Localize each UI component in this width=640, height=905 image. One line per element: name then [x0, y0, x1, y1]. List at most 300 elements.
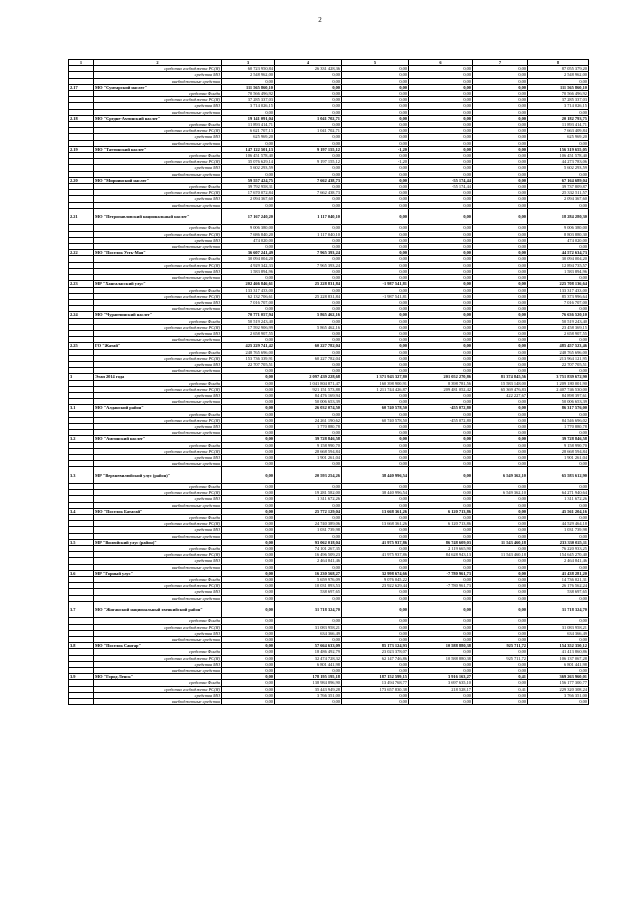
header-cell: 1	[69, 60, 94, 66]
row-code: 2.18	[69, 115, 94, 121]
value-col-4: 0,00	[275, 256, 342, 262]
value-col-4: 1 311 672,26	[275, 496, 342, 502]
value-col-4: 921 151 573,88	[275, 386, 342, 392]
value-col-6: 0,00	[409, 595, 473, 601]
table-row-municipality	[69, 467, 589, 484]
value-col-8: 0,00	[528, 306, 589, 312]
value-col-4: 31 083 958,21	[275, 624, 342, 630]
row-name: внебюджетные средства	[94, 564, 222, 570]
value-col-5: 0,00	[342, 661, 409, 667]
value-col-8: 6 801 441,98	[528, 661, 589, 667]
value-col-6: 0,00	[409, 196, 473, 202]
row-name: средства госбюджета РС(Я)	[94, 293, 222, 299]
value-col-8: 1 583 894,96	[528, 268, 589, 274]
value-col-8: 45 561 204,16	[528, 508, 589, 514]
value-col-3: 0,00	[222, 461, 275, 467]
value-col-5: 160 398 900,91	[342, 380, 409, 386]
value-col-5: 0,00	[342, 128, 409, 134]
value-col-3: 70 771 057,94	[222, 312, 275, 318]
value-col-5: 0,00	[342, 392, 409, 398]
value-col-8: 76 636 520,10	[528, 312, 589, 318]
value-col-6: 0,00	[409, 442, 473, 448]
value-col-3: 0,00	[222, 490, 275, 496]
header-cell: 5	[342, 60, 409, 66]
value-col-6: 0,00	[409, 399, 473, 405]
value-col-5: 85 173 124,93	[342, 643, 409, 649]
value-col-7: 0,00	[473, 483, 528, 489]
value-col-8: 39 737 809,87	[528, 184, 589, 190]
value-col-5: 13 494 768,77	[342, 680, 409, 686]
value-col-3: 6 621 707,13	[222, 128, 275, 134]
value-col-6: 0,00	[409, 244, 473, 250]
value-col-4: 0,00	[275, 97, 342, 103]
value-col-8: 156 177 300,77	[528, 680, 589, 686]
value-col-3: 37 285 337,03	[222, 97, 275, 103]
value-col-3: 0,00	[222, 521, 275, 527]
value-col-5: 0,00	[342, 312, 409, 318]
value-col-7: 0,00	[473, 661, 528, 667]
value-col-5: 0,00	[342, 692, 409, 698]
row-code: 3.4	[69, 508, 94, 514]
value-col-7: 6 549 362,10	[473, 490, 528, 496]
value-col-3: 0,00	[222, 674, 275, 680]
value-col-5: 0,00	[342, 618, 409, 624]
value-col-5: 0,00	[342, 84, 409, 90]
value-col-6: 0,00	[409, 637, 473, 643]
row-name: средства Фонда	[94, 225, 222, 231]
value-col-4: 25 772 129,04	[275, 508, 342, 514]
row-name: средства Фонда	[94, 184, 222, 190]
value-col-6: 0,00	[409, 436, 473, 442]
value-col-3: 153 736 339,91	[222, 355, 275, 361]
value-col-6: 0,00	[409, 618, 473, 624]
row-name: МО "Поселок Батагай"	[94, 508, 222, 514]
value-col-5: 0,00	[342, 97, 409, 103]
row-name: МО "Петропавловский национальный наслег"	[94, 208, 222, 225]
value-col-4: 0,00	[275, 268, 342, 274]
value-col-6: 0,00	[409, 84, 473, 90]
value-col-8: 1 901 261,04	[528, 454, 589, 460]
row-name: средства госбюджета РС(Я)	[94, 448, 222, 454]
value-col-6: 0,00	[409, 293, 473, 299]
value-col-7: 0,00	[473, 115, 528, 121]
value-col-4: 0,00	[275, 122, 342, 128]
value-col-5: 1 371 943 327,80	[342, 374, 409, 380]
value-col-6: 0,00	[409, 287, 473, 293]
row-name: средства госбюджета РС(Я)	[94, 490, 222, 496]
value-col-6: 0,00	[409, 467, 473, 484]
value-col-6: 0,00	[409, 527, 473, 533]
value-col-7: 0,00	[473, 159, 528, 165]
value-col-3: 22 707 705,51	[222, 361, 275, 367]
value-col-8: 22 707 705,51	[528, 361, 589, 367]
value-col-8: 248 765 696,00	[528, 349, 589, 355]
value-col-7: 0,00	[473, 299, 528, 305]
value-col-8: 37 285 337,03	[528, 97, 589, 103]
value-col-8: 28 668 594,84	[528, 448, 589, 454]
value-col-6: 0,00	[409, 337, 473, 343]
row-name: средства МО	[94, 196, 222, 202]
value-col-8: 12 894 735,57	[528, 262, 589, 268]
row-name: МО "Таттинский наслег"	[94, 146, 222, 152]
value-col-3: 0,00	[222, 668, 275, 674]
row-code: 3.5	[69, 539, 94, 545]
row-code: 3.3	[69, 467, 94, 484]
value-col-3: 11 893 414,71	[222, 122, 275, 128]
row-name: средства Фонда	[94, 483, 222, 489]
value-col-8: 0,00	[528, 244, 589, 250]
value-col-6: 0,00	[409, 306, 473, 312]
value-col-6: 0,00	[409, 122, 473, 128]
value-col-7: 0,00	[473, 343, 528, 349]
value-col-6: 0,00	[409, 250, 473, 256]
value-col-6: 0,00	[409, 624, 473, 630]
value-col-3: 60 723 950,84	[222, 66, 275, 72]
value-col-4: 93 062 018,04	[275, 539, 342, 545]
value-col-5: 0,00	[342, 483, 409, 489]
value-col-6: 0,00	[409, 115, 473, 121]
value-col-3: 30 094 004,20	[222, 256, 275, 262]
row-name: внебюджетные средства	[94, 699, 222, 705]
value-col-7: 0,00	[473, 312, 528, 318]
row-name: МО "Амгинский наслег"	[94, 436, 222, 442]
value-col-6: 0,00	[409, 343, 473, 349]
row-name: средства Фонда	[94, 349, 222, 355]
value-col-7: 0,00	[473, 208, 528, 225]
value-col-7: 0,00	[473, 202, 528, 208]
value-col-5: 0,00	[342, 115, 409, 121]
value-col-5: 0,00	[342, 306, 409, 312]
value-col-7: 422 227,67	[473, 392, 528, 398]
value-col-4: 0,00	[275, 299, 342, 305]
value-col-8: 0,00	[528, 337, 589, 343]
row-name: средства госбюджета РС(Я)	[94, 417, 222, 423]
value-col-8: 0,00	[528, 502, 589, 508]
value-col-3: 106 451 578,40	[222, 153, 275, 159]
value-col-7: 0,00	[473, 146, 528, 152]
value-col-4: 0,00	[275, 91, 342, 97]
value-col-7: 0,00	[473, 184, 528, 190]
row-name: внебюджетные средства	[94, 637, 222, 643]
value-col-7: 0,00	[473, 692, 528, 698]
value-col-7: 925 711,72	[473, 643, 528, 649]
row-name: средства госбюджета РС(Я)	[94, 552, 222, 558]
value-col-5: 0,00	[342, 361, 409, 367]
value-col-3: 0,00	[222, 686, 275, 692]
value-col-4: 20 593 254,26	[275, 467, 342, 484]
value-col-4: 0,00	[275, 637, 342, 643]
value-col-4: 25 228 831,84	[275, 293, 342, 299]
value-col-7: 0,00	[473, 84, 528, 90]
value-col-4: 57 664 633,09	[275, 643, 342, 649]
value-col-6: 0,00	[409, 411, 473, 417]
value-col-4: 24 740 389,06	[275, 521, 342, 527]
value-col-8: 41 413 860,86	[528, 649, 589, 655]
value-col-8: 225 708 136,64	[528, 281, 589, 287]
value-col-8: 3 751 839 672,90	[528, 374, 589, 380]
value-col-7: 0,00	[473, 442, 528, 448]
value-col-3: 0,00	[222, 405, 275, 411]
value-col-7: 0,00	[473, 324, 528, 330]
value-col-7: 0,00	[473, 515, 528, 521]
value-col-4: 0,00	[275, 103, 342, 109]
value-col-3: 0,00	[222, 564, 275, 570]
row-code: 2.21	[69, 208, 94, 225]
value-col-4: 0,00	[275, 349, 342, 355]
value-col-4: 0,00	[275, 171, 342, 177]
value-col-4: 31 718 324,70	[275, 601, 342, 618]
row-name: МО "Поселок Сангар"	[94, 643, 222, 649]
value-col-3: 0,00	[222, 337, 275, 343]
row-name: средства МО	[94, 423, 222, 429]
row-name: средства госбюджета РС(Я)	[94, 262, 222, 268]
value-col-8: 84 898 397,61	[528, 392, 589, 398]
value-col-5: 0,00	[342, 668, 409, 674]
value-col-4: 18 486 492,79	[275, 649, 342, 655]
value-col-5: 0,00	[342, 275, 409, 281]
value-col-4: 5 865 462,16	[275, 324, 342, 330]
value-col-8: 106 451 578,40	[528, 153, 589, 159]
value-col-5: 0,00	[342, 91, 409, 97]
value-col-6: 0,00	[409, 78, 473, 84]
value-col-5: 0,00	[342, 244, 409, 250]
row-name: МО "Алданский район"	[94, 405, 222, 411]
row-code: 3.6	[69, 570, 94, 576]
value-col-4: 1 041 702,71	[275, 128, 342, 134]
value-col-6: 0,00	[409, 318, 473, 324]
value-col-5: 0,00	[342, 330, 409, 336]
value-col-6: -7 780 961,73	[409, 583, 473, 589]
value-col-8: 50 519 243,40	[528, 318, 589, 324]
value-col-5: 41 975 937,86	[342, 552, 409, 558]
value-col-7: 0,00	[473, 448, 528, 454]
value-col-8: 44 572 634,73	[528, 250, 589, 256]
header-cell: 2	[94, 60, 222, 66]
value-col-4: 16 230 568,27	[275, 570, 342, 576]
value-col-6: -55 174,44	[409, 177, 473, 183]
row-name: средства МО	[94, 589, 222, 595]
value-col-3: 147 122 501,13	[222, 146, 275, 152]
value-col-8: 86 317 576,00	[528, 405, 589, 411]
row-code: 2.24	[69, 312, 94, 318]
value-col-5: 0,00	[342, 533, 409, 539]
value-col-3: 0,00	[222, 483, 275, 489]
value-col-8: 31 718 324,70	[528, 601, 589, 618]
value-col-3: 0,00	[222, 680, 275, 686]
row-name: средства МО	[94, 661, 222, 667]
value-col-3: 7 016 707,00	[222, 299, 275, 305]
value-col-7: 0,00	[473, 66, 528, 72]
value-col-7: 0,00	[473, 293, 528, 299]
value-col-7: 0,00	[473, 399, 528, 405]
value-col-8: 65 583 612,90	[528, 467, 589, 484]
value-col-7: 0,00	[473, 103, 528, 109]
value-col-4: 35 443 949,28	[275, 686, 342, 692]
value-col-8: 7 016 707,00	[528, 299, 589, 305]
table-row-municipality	[69, 539, 589, 545]
row-name: средства госбюджета РС(Я)	[94, 324, 222, 330]
value-col-5: 187 152 599,15	[342, 674, 409, 680]
value-col-8: 0,00	[528, 202, 589, 208]
value-col-7: 0,00	[473, 368, 528, 374]
value-col-5: 60 740 578,50	[342, 405, 409, 411]
row-name: средства МО	[94, 527, 222, 533]
value-col-5: 0,00	[342, 177, 409, 183]
value-col-3: 0,00	[222, 699, 275, 705]
value-col-4: 0,00	[275, 337, 342, 343]
value-col-3: 0,00	[222, 380, 275, 386]
row-name: средства госбюджета РС(Я)	[94, 686, 222, 692]
row-name: Этап 2014 года	[94, 374, 222, 380]
value-col-3: 0,00	[222, 533, 275, 539]
value-col-5: 0,00	[342, 66, 409, 72]
value-col-5: 0,00	[342, 411, 409, 417]
value-col-3: 62 132 706,61	[222, 293, 275, 299]
value-col-5: 0,00	[342, 442, 409, 448]
value-col-7: 0,00	[473, 533, 528, 539]
value-col-5: 0,00	[342, 318, 409, 324]
value-col-7: 0,00	[473, 570, 528, 576]
value-col-6: 0,00	[409, 140, 473, 146]
row-code: 3.9	[69, 674, 94, 680]
row-name: средства МО	[94, 237, 222, 243]
value-col-5: 41 975 937,86	[342, 539, 409, 545]
row-name: внебюджетные средства	[94, 202, 222, 208]
value-col-3: 50 519 243,40	[222, 318, 275, 324]
value-col-8: 2 464 841,46	[528, 558, 589, 564]
value-col-6: 0,00	[409, 577, 473, 583]
row-code: 3.7	[69, 601, 94, 618]
row-name: внебюджетные средства	[94, 306, 222, 312]
value-col-7: 0,00	[473, 318, 528, 324]
row-name: средства госбюджета РС(Я)	[94, 355, 222, 361]
value-col-5: -1,20	[342, 159, 409, 165]
row-name: МР "Вилюйский улус (район)"	[94, 539, 222, 545]
value-col-4: 0,00	[275, 411, 342, 417]
value-col-4: 0,00	[275, 275, 342, 281]
value-col-5: 1 211 744 426,87	[342, 386, 409, 392]
row-name: средства Фонда	[94, 380, 222, 386]
row-code: 2.19	[69, 146, 94, 152]
row-name: средства Фонда	[94, 153, 222, 159]
value-col-6: 0,00	[409, 630, 473, 636]
value-col-4: 26 331 428,36	[275, 66, 342, 72]
value-col-7: 0,00	[473, 630, 528, 636]
value-col-3: 0,00	[222, 570, 275, 576]
value-col-3: 0,00	[222, 436, 275, 442]
value-col-3: 17 670 072,84	[222, 190, 275, 196]
value-col-8: 0,00	[528, 637, 589, 643]
value-col-3: 0,00	[222, 502, 275, 508]
value-col-6: 209 481 052,42	[409, 386, 473, 392]
value-col-6: -455 072,80	[409, 405, 473, 411]
row-name: средства Фонда	[94, 546, 222, 552]
value-col-5: -1,20	[342, 146, 409, 152]
row-name: средства госбюджета РС(Я)	[94, 66, 222, 72]
value-col-3: 0,00	[222, 423, 275, 429]
value-col-7: 11 543 460,18	[473, 552, 528, 558]
value-col-3: 248 765 696,00	[222, 349, 275, 355]
value-col-4: 39 728 846,58	[275, 436, 342, 442]
row-name: средства Фонда	[94, 122, 222, 128]
value-col-8: 84 546 696,02	[528, 417, 589, 423]
value-col-6: 0,00	[409, 146, 473, 152]
value-col-5: 0,00	[342, 448, 409, 454]
value-col-8: 154 352 350,12	[528, 643, 589, 649]
value-col-3: 0,00	[222, 374, 275, 380]
value-col-4: 0,00	[275, 533, 342, 539]
table-row-funding-source	[69, 699, 589, 705]
value-col-4: 60 227 782,04	[275, 355, 342, 361]
value-col-7: 0,00	[473, 577, 528, 583]
value-col-5: 0,00	[342, 343, 409, 349]
value-col-7: 0,00	[473, 583, 528, 589]
row-name: средства госбюджета РС(Я)	[94, 583, 222, 589]
value-col-4: 50 006 653,39	[275, 399, 342, 405]
value-col-7: 0,00	[473, 699, 528, 705]
row-name: средства госбюджета РС(Я)	[94, 231, 222, 237]
value-col-6: 10 588 880,38	[409, 643, 473, 649]
value-col-3: 0,00	[222, 637, 275, 643]
value-col-6: 0,00	[409, 454, 473, 460]
row-name: внебюджетные средства	[94, 337, 222, 343]
value-col-6: 3 697 635,10	[409, 680, 473, 686]
value-col-6: 0,00	[409, 275, 473, 281]
value-col-8: 23 458 369,15	[528, 324, 589, 330]
value-col-5: 9 076 045,22	[342, 577, 409, 583]
row-name: МО "Мирнинский наслег"	[94, 177, 222, 183]
value-col-6: 86 748 609,03	[409, 539, 473, 545]
value-col-8: 0,00	[528, 78, 589, 84]
value-col-6: 0,00	[409, 312, 473, 318]
value-col-7: 0,00	[473, 244, 528, 250]
value-col-4: 26 032 074,50	[275, 405, 342, 411]
value-col-3: 0,00	[222, 624, 275, 630]
row-code	[69, 699, 94, 705]
value-col-4: 538 697,65	[275, 589, 342, 595]
value-col-8: 44 273 783,06	[528, 159, 589, 165]
row-name: средства госбюджета РС(Я)	[94, 655, 222, 661]
value-col-3: 0,00	[222, 386, 275, 392]
value-col-7: 0,00	[473, 558, 528, 564]
row-name: средства Фонда	[94, 91, 222, 97]
row-code: 3.1	[69, 405, 94, 411]
value-col-6: 0,00	[409, 423, 473, 429]
row-code: 3	[69, 374, 94, 380]
value-col-5: 173 657 830,38	[342, 686, 409, 692]
value-col-5: 0,00	[342, 430, 409, 436]
value-col-6: 0,00	[409, 268, 473, 274]
value-col-4: 0,00	[275, 84, 342, 90]
value-col-4: 6 801 441,98	[275, 661, 342, 667]
value-col-8: 0,00	[528, 411, 589, 417]
value-col-5: -1 987 541,81	[342, 281, 409, 287]
value-col-3: 0,00	[222, 577, 275, 583]
value-col-3: 202 466 846,61	[222, 281, 275, 287]
row-name: средства МО	[94, 134, 222, 140]
value-col-5: 23 023 378,07	[342, 649, 409, 655]
value-col-5: 0,00	[342, 496, 409, 502]
value-col-6: 0,00	[409, 496, 473, 502]
value-col-3: 17 167 240,20	[222, 208, 275, 225]
value-col-6: 8 398 781,56	[409, 380, 473, 386]
header-cell: 7	[473, 60, 528, 66]
value-col-3: 0,00	[222, 589, 275, 595]
value-col-3: 2 094 367,60	[222, 196, 275, 202]
value-col-7: 0,00	[473, 436, 528, 442]
row-name: средства госбюджета РС(Я)	[94, 521, 222, 527]
value-col-8: 31 083 958,21	[528, 624, 589, 630]
